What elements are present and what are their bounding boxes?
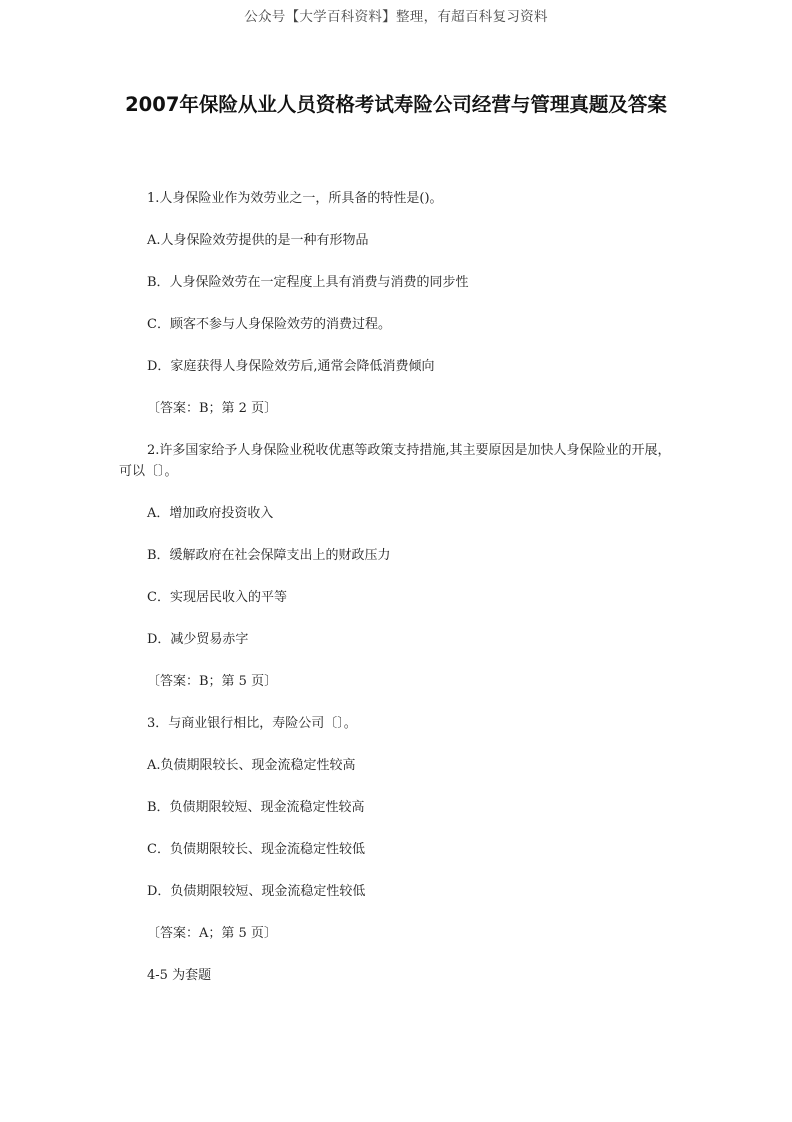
question-2-option-b: B．缓解政府在社会保障支出上的财政压力 bbox=[147, 548, 391, 563]
question-1-option-c: C．顾客不参与人身保险效劳的消费过程。 bbox=[147, 317, 391, 332]
question-2-option-a: A．增加政府投资收入 bbox=[147, 506, 274, 521]
question-3-stem: 3．与商业银行相比，寿险公司〔〕。 bbox=[147, 716, 357, 731]
question-1-option-b: B．人身保险效劳在一定程度上具有消费与消费的同步性 bbox=[147, 275, 469, 290]
question-2-option-d: D．减少贸易赤字 bbox=[147, 632, 249, 647]
header-note: 公众号【大学百科资料】整理，有超百科复习资料 bbox=[244, 9, 548, 25]
question-3-option-d: D．负债期限较短、现金流稳定性较低 bbox=[147, 884, 366, 899]
document-body bbox=[119, 188, 679, 1007]
question-3-option-b: B．负债期限较短、现金流稳定性较高 bbox=[147, 800, 365, 815]
document-title: 2007年保险从业人员资格考试寿险公司经营与管理真题及答案 bbox=[125, 93, 667, 116]
question-1-option-d: D．家庭获得人身保险效劳后,通常会降低消费倾向 bbox=[147, 359, 435, 374]
question-3-option-c: C．负债期限较长、现金流稳定性较低 bbox=[147, 842, 365, 857]
question-2-answer: 〔答案：B；第 5 页〕 bbox=[147, 674, 278, 689]
question-2-stem: 2.许多国家给予人身保险业税收优惠等政策支持措施,其主要原因是加快人身保险业的开展，可以〔〕。 bbox=[119, 443, 671, 479]
question-1-stem: 1.人身保险业作为效劳业之一，所具备的特性是()。 bbox=[147, 191, 443, 206]
question-1-option-a: A.人身保险效劳提供的是一种有形物品 bbox=[147, 233, 369, 248]
question-2-option-c: C．实现居民收入的平等 bbox=[147, 590, 287, 605]
question-3-option-a: A.负债期限较长、现金流稳定性较高 bbox=[147, 758, 356, 773]
question-1-answer: 〔答案：B；第 2 页〕 bbox=[147, 401, 278, 416]
group-question-note: 4-5 为套题 bbox=[147, 968, 212, 983]
question-3-answer: 〔答案：A；第 5 页〕 bbox=[147, 926, 277, 941]
